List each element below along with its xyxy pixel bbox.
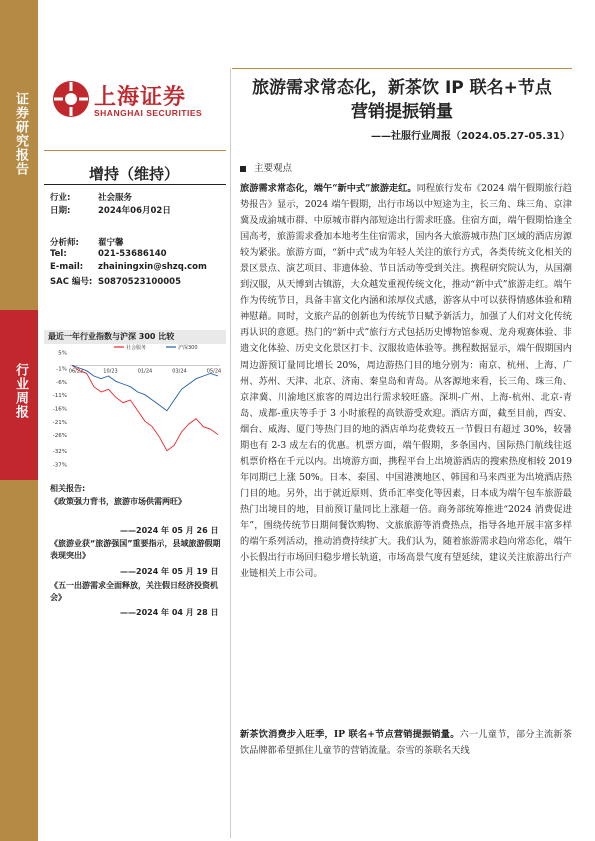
rating-divider [44,184,226,185]
date-label: 日期: [50,206,71,216]
company-logo [52,78,222,128]
y-tick-label: -1% [56,366,67,373]
y-tick-label: -32% [52,449,67,456]
date-value: 2024年06月02日 [98,206,171,216]
x-tick-label: 10/23 [103,368,118,375]
industry-value: 社会服务 [98,193,133,203]
date-row [50,204,171,216]
tel-row [50,249,167,259]
sac-label: SAC 编号: [50,277,93,287]
analyst-row [50,236,124,248]
y-tick-label: -21% [52,419,67,426]
related-report-1[interactable]: 《政策强力背书，旅游市场供需两旺》 [50,497,186,506]
sac-value: S0870523100005 [98,277,182,287]
side-label-weekly: 行业周报 [13,363,28,419]
index-chart [44,330,226,470]
x-tick-label: 05/24 [206,368,222,375]
divider [44,150,226,151]
report-subtitle: ——社服行业周报（2024.05.27-05.31） [370,131,570,142]
logo-sub: SHANGHAI SECURITIES [94,108,203,118]
tel-value: 021-53686140 [98,249,167,259]
y-tick-label: -37% [52,462,67,469]
report-title-line2: 营销提振销量 [351,102,453,122]
paragraph-1-lead: 旅游需求常态化，端午“新中式”旅游走红。 [240,183,417,194]
industry-label: 行业: [50,193,71,203]
paragraph-1-text: 同程旅行发布《2024 端午假期旅行趋势报告》显示，2024 端午假期，出行市场以中短途为主，长三角、珠三角、京津冀及成渝城市群、中原城市群内部短途出行需求旺盛。住宿方面，端午假期恰逢全国高考，旅游需求叠加本地考生住宿需求，国内各大旅游城市热门区域的酒店房源较为紧张。旅游方面，“新中式”成为年轻人关注的旅行方式，各类传统文化相关的景区景点、演艺项目、非遗体验、节日活动等受到关注。携程研究院认为，从国潮到汉服，从天博到古镇游，大众越发重视传统文化，推动“新中式”旅游走红。端午作为传统节日，具备丰富文化内涵和浓厚仪式感，游客从中可以获得情感体验和精神慰藉。同时，文旅产品的创新也为传统节日赋予新活力，加强了人们对文化传统再认识的意愿。热门的“新中式”旅行方式包括历史博物馆参观、龙舟观赛体验、非遗文化体验、历史文化景区打卡、汉服妆造体验等。携程数据显示，端午假期国内周边游预订量同比增长 20%，周边游热门目的地分别为：南京、杭州、上海、广州、苏州、天津、北京、济南、秦皇岛和青岛。从客源地来看，长三角、珠三角、京津冀、川渝地区旅客的周边出行需求较旺盛。深圳-广州、上海-杭州、北京-青岛、成都-重庆等手于 3 小时旅程的高铁游受欢迎。酒店方面，截至目前，西安、烟台、威海、厦门等热门目的地的酒店单均花费较五一节假日有超过 30%，较暑期也有 2-3 成左右的优惠。机票方面，端午假期，多条国内、国际热门航线往返机票价格在千元以内。出境游方面，携程平台上出境游酒店的搜索热度相较 2019 年同期已上涨 50%。日本、泰国、中国港澳地区、韩国和马来西亚为出境酒店热门目的地。另外，出于就近原则、货币汇率变化等因素，日本成为端午包车旅游最热门出境目的地，目前预订量同比上涨超一倍。商务部统筹推进“2024 消费促进年”，围绕传统节日期间餐饮购物、文旅旅游等消费热点，指导各地开展丰富多样的端午系列活动，推动消费持续扩大。我们认为，随着旅游需求趋向常态化，端午小长假出行市场回归稳步增长轨道，市场高景气度有望延续，建议关注旅游出行产业链相关上市公司。 [240,183,572,580]
x-tick-label: 06/23 [68,368,84,375]
series-line [72,365,218,450]
related-report-2[interactable]: 《旅游业获“旅游强国”重要指示，县域旅游假期表现突出》 [50,539,221,560]
analyst-label: 分析师: [50,238,79,248]
rating: 增持（维持） [88,165,179,183]
chart-plot [44,344,226,470]
logo-name: 上海证券 [94,85,187,110]
x-tick-label: 01/24 [137,368,153,375]
logo-emblem-icon [52,80,90,118]
paragraph-2 [240,727,572,759]
bullet-square-icon [240,166,246,172]
x-tick-label: 03/24 [172,368,187,375]
y-tick-label: 5% [58,350,67,357]
tel-label: Tel: [50,249,67,259]
paragraph-2-lead: 新茶饮消费步入旺季，IP 联名+节点营销提振销量。 [240,729,460,740]
side-label-research-report: 证券研究报告 [13,92,28,176]
related-title: 相关报告: [50,484,86,493]
column-divider [230,68,231,838]
email-value[interactable]: zhainingxin@shzq.com [98,262,207,272]
y-tick-label: -11% [52,393,67,400]
email-label: E-mail: [50,262,84,272]
related-report-3-date: ——2024 年 04 月 28 日 [120,608,219,617]
sac-row [50,275,181,287]
paragraph-2-text: 六一儿童节，部分主流新茶饮品牌都希望抓住儿童节的营销流量。奈雪的茶联名天线 [240,729,572,757]
section-heading [240,160,292,174]
related-report-1-date: ——2024 年 05 月 26 日 [120,526,219,535]
related-report-2-date: ——2024 年 05 月 19 日 [120,567,219,576]
related-report-3[interactable]: 《五一出游需求全面释放，关注假日经济投资机会》 [50,581,218,602]
report-title [232,76,572,124]
email-row [50,262,207,272]
legend-label: 社会服务 [126,345,147,351]
report-title-line1: 旅游需求常态化，新茶饮 IP 联名+节点 [252,78,552,98]
y-tick-label: -16% [52,406,67,413]
y-tick-label: -26% [52,433,67,440]
legend-label: 沪深300 [178,345,198,351]
analyst-value: 翟宁馨 [98,238,124,248]
paragraph-1 [240,181,572,582]
chart-title: 最近一年行业指数与沪深 300 比较 [44,330,226,344]
y-tick-label: -6% [56,379,67,386]
section-heading-text: 主要观点 [254,163,293,174]
title-divider [232,68,572,69]
industry-row [50,191,132,203]
